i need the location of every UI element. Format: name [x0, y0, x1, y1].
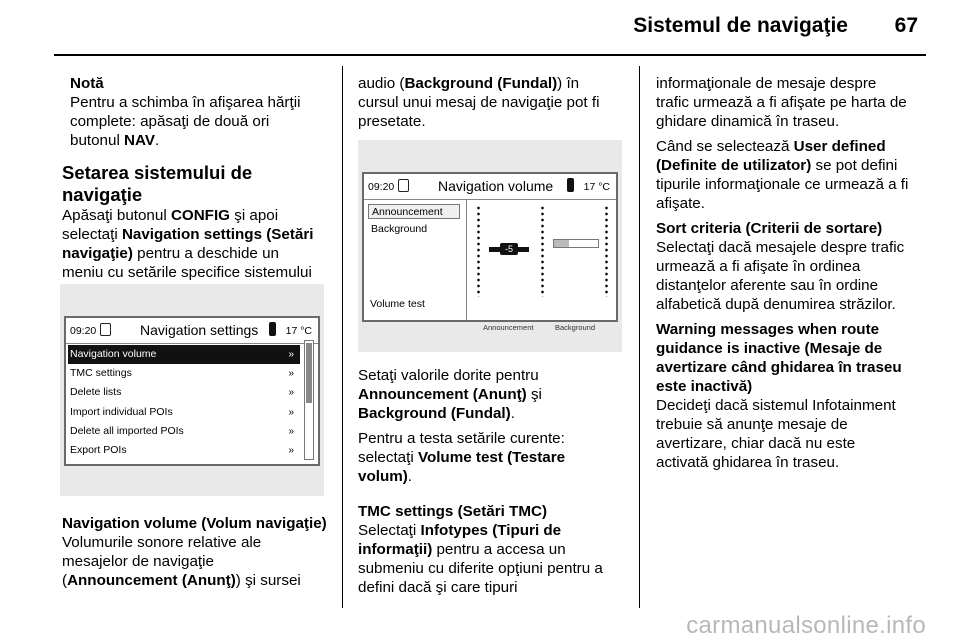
scrollbar[interactable]	[304, 340, 314, 460]
figure-navigation-settings	[60, 284, 324, 496]
note-line: Pentru a schimba în afişarea hărţii	[70, 94, 301, 111]
axis-label-announcement: Announcement	[483, 323, 534, 332]
paragraph-setup: Apăsaţi butonul CONFIG şi apoi selectaţi Navigation settings (Setări navigaţie) pentru a deschide un meniu cu setările specifice sistemului	[62, 207, 314, 281]
menu-item-navigation-volume[interactable]: Navigation volume »	[68, 345, 300, 364]
screen-title: Navigation settings	[140, 322, 259, 338]
chevron-right-icon: »	[288, 445, 294, 456]
text-line: mesajelor de navigaţie	[62, 553, 214, 570]
thermometer-icon	[269, 322, 276, 336]
thermometer-icon	[567, 178, 574, 192]
temperature: 17 °C	[583, 181, 610, 193]
tab-background[interactable]: Background	[371, 223, 428, 235]
text-line: Pentru a testa setările curente:	[358, 430, 565, 447]
column-divider-2	[639, 66, 640, 608]
note-line: complete: apăsaţi de două ori	[70, 113, 270, 130]
header-rule	[54, 54, 926, 56]
subheading-navigation-volume: Navigation volume (Volum navigaţie)	[62, 515, 327, 532]
text-line: (Announcement (Anunţ)) şi sursei	[62, 572, 301, 589]
announcement-slider[interactable]: -5	[500, 243, 518, 255]
chevron-right-icon: »	[288, 426, 294, 437]
text-line: Volumurile sonore relative ale	[62, 534, 262, 551]
note-line: butonul NAV.	[70, 132, 160, 149]
menu-item-delete-lists[interactable]: Delete lists »	[68, 383, 300, 402]
figure-navigation-volume	[358, 140, 622, 352]
section-heading: Setarea sistemului de navigaţie	[62, 162, 253, 205]
screen-title: Navigation volume	[438, 178, 554, 194]
screen-status-bar	[66, 318, 318, 344]
menu-item-tmc-settings[interactable]: TMC settings »	[68, 364, 300, 383]
column-3: informaţionale de mesaje despre trafic urmează a fi afişate pe harta de ghidare dinamică în traseu. Când se selectează User defined (Definite de utilizator) se pot defini tipurile informaţionale ce urmează a fi afişate. Sort criteria (Criterii de sortare) Selectaţi dacă mesajele despre trafic urmează a fi afişate în ordinea distanţelor aferente sau în ordine alfabetică după denumirea străzilor. Warning messages when route guidance is inactive (Mesaje de avertizare când ghidarea în traseu este inactivă) Decideţi dacă sistemul Infotainment trebuie să anunţe mesaje de avertizare, chiar dacă nu este activată ghidarea în traseu.	[656, 75, 909, 471]
tab-announcement[interactable]: Announcement	[368, 204, 460, 219]
subheading-tmc-settings: TMC settings (Setări TMC)	[358, 503, 548, 520]
axis-label-background: Background	[555, 323, 596, 332]
clock-icon	[100, 323, 111, 336]
note-heading: Notă	[70, 75, 104, 92]
clock-icon	[398, 179, 409, 192]
menu-item-export-pois[interactable]: Export POIs »	[68, 441, 300, 460]
running-header-title: Sistemul de navigaţie	[633, 14, 848, 37]
column-1	[62, 74, 330, 301]
menu-item-delete-imported-pois[interactable]: Delete all imported POIs »	[68, 422, 300, 441]
column-2: audio (Background (Fundal)) în cursul unui mesaj de navigaţie pot fi presetate.	[358, 75, 600, 130]
scrollbar-thumb[interactable]	[306, 343, 312, 403]
background-slider-fill	[554, 240, 569, 247]
watermark: carmanualsonline.info	[686, 612, 926, 639]
page-number: 67	[894, 14, 918, 37]
menu-item-import-pois[interactable]: Import individual POIs »	[68, 403, 300, 422]
subheading-warning-messages: Warning messages when route	[656, 321, 880, 338]
chevron-right-icon: »	[288, 387, 294, 398]
clock-time: 09:20	[70, 325, 97, 337]
screen-navigation-volume	[362, 172, 618, 332]
screen-status-bar	[364, 174, 616, 200]
scale-dots	[477, 205, 480, 297]
subheading-sort-criteria: Sort criteria (Criterii de sortare)	[656, 220, 883, 237]
clock-time: 09:20	[368, 181, 395, 193]
chevron-right-icon: »	[288, 368, 294, 379]
screen-navigation-settings	[64, 316, 320, 466]
chevron-right-icon: »	[288, 349, 294, 360]
column-1-lower	[62, 514, 338, 590]
scale-dots	[541, 205, 544, 297]
column-2-lower: Setaţi valorile dorite pentru Announcement (Anunţ) şi Background (Fundal). Pentru a testa setările curente: selectaţi Volume test (Testare volum). TMC settings (Setări TMC) Selectaţi Infotypes (Tipuri de informaţii) pentru a accesa un submeniu cu diferite opţiuni pentru a defini dacă şi care tipuri	[358, 366, 634, 597]
scale-dots	[605, 205, 608, 297]
volume-test-button[interactable]: Volume test	[370, 298, 425, 310]
chevron-right-icon: »	[288, 407, 294, 418]
temperature: 17 °C	[285, 325, 312, 337]
volume-panel	[466, 199, 616, 332]
background-slider[interactable]	[553, 239, 599, 248]
column-divider-1	[342, 66, 343, 608]
text-line: Setaţi valorile dorite pentru	[358, 367, 539, 384]
